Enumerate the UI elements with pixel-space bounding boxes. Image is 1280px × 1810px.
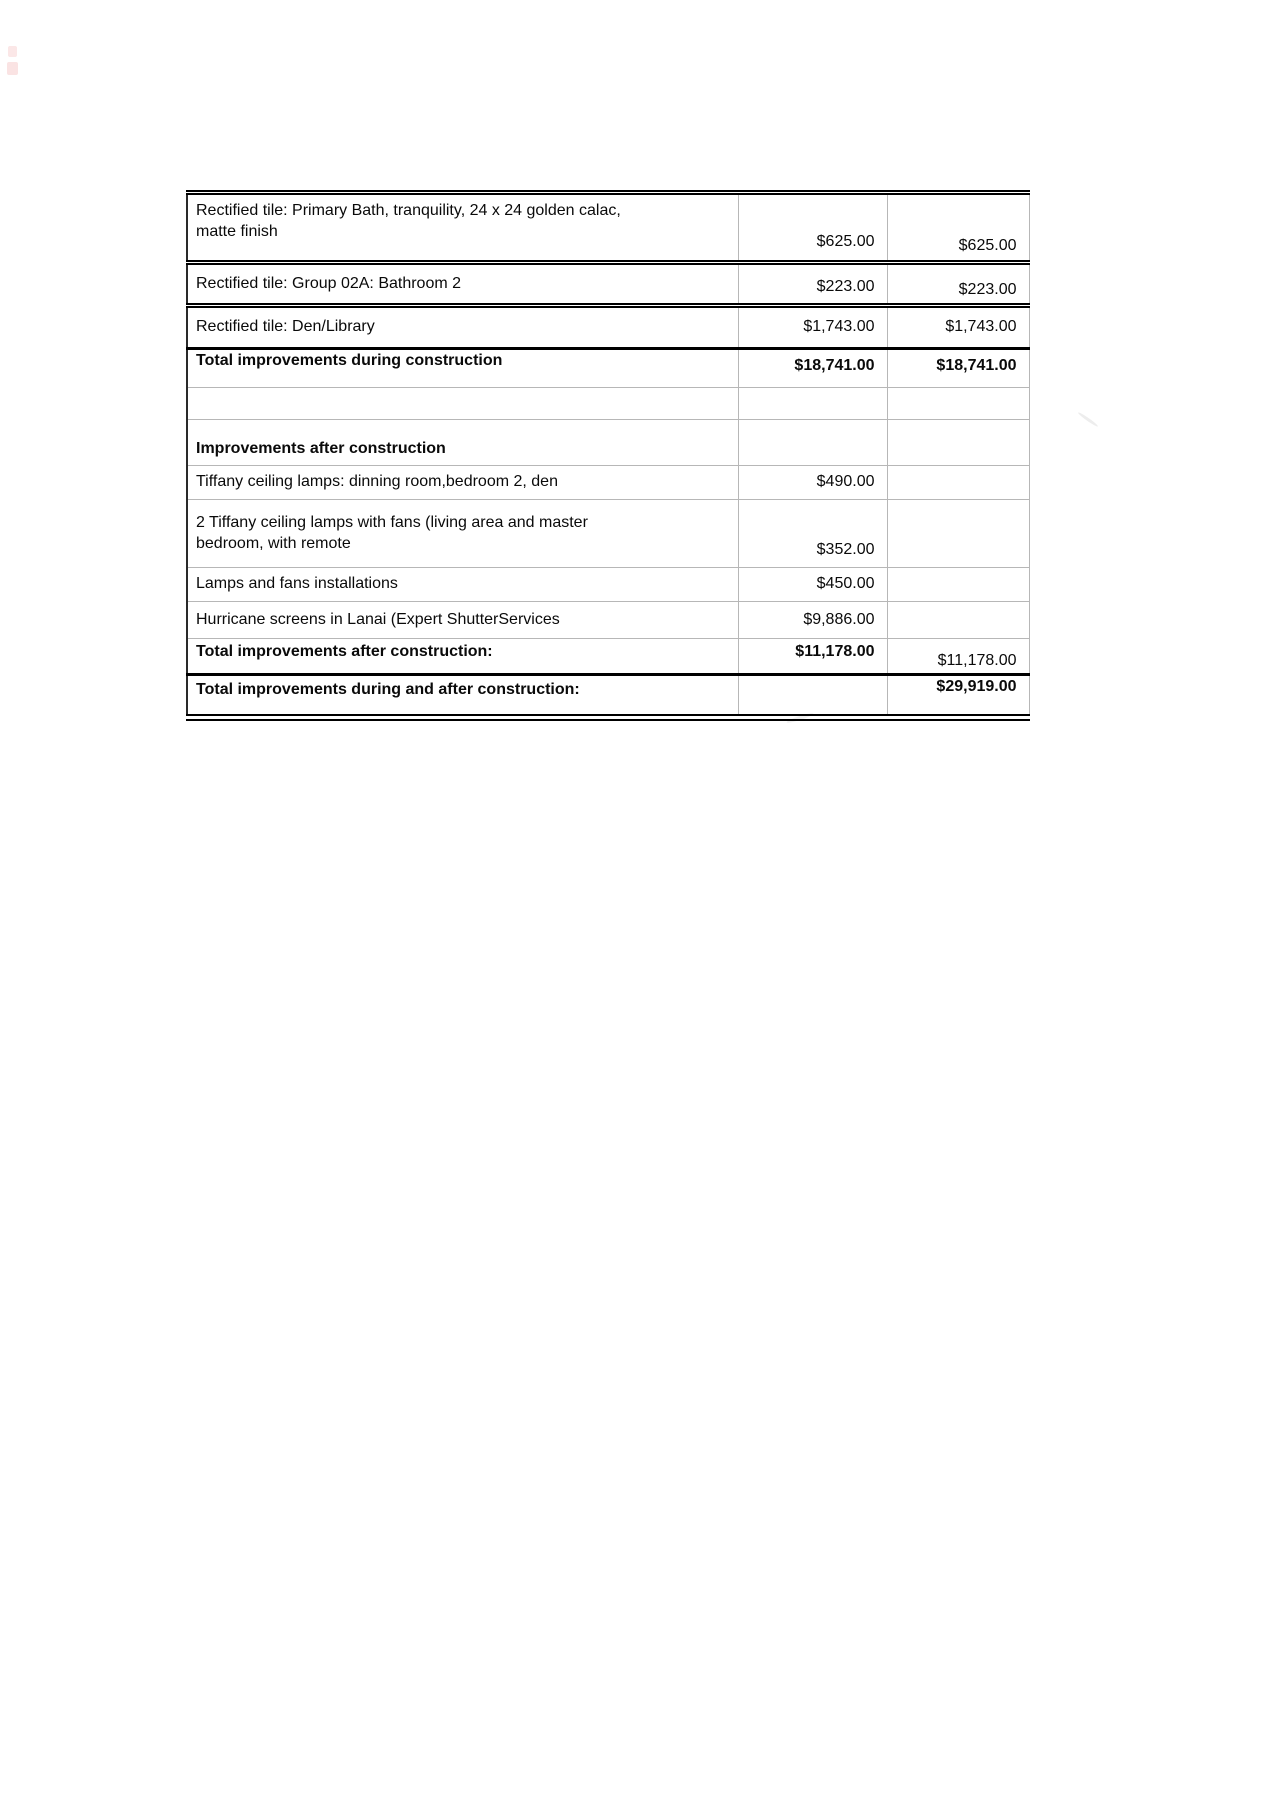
row-description-cell [187,420,738,466]
description-line: bedroom, with remote [196,534,351,552]
row-description-cell [187,466,738,500]
row-description-cell [187,602,738,639]
description-line: Hurricane screens in Lanai (Expert ShutterServices [196,610,560,628]
description-line: 2 Tiffany ceiling lamps with fans (living area and master [196,513,588,531]
row-description-cell [187,568,738,602]
table-row-r7 [187,466,1029,500]
amount-cell-1: $18,741.00 [738,349,887,388]
improvements-cost-table [186,190,1030,721]
scan-artifact-smudge [1077,411,1098,427]
amount-cell-2 [887,388,1029,420]
amount-cell-1 [738,675,887,718]
amount-cell-1: $1,743.00 [738,306,887,349]
amount-cell-2: $11,178.00 [937,652,1017,670]
amount-cell-2 [887,420,1029,466]
row-description-cell [187,263,738,306]
table-row-r10 [187,602,1029,639]
amount-cell-2 [887,466,1029,500]
amount-cell-1: $625.00 [738,193,887,263]
scan-artifact-red [8,46,17,57]
table-row-r4 [187,349,1029,388]
description-line: Tiffany ceiling lamps: dinning room,bedroom 2, den [196,473,558,491]
row-description-cell [187,388,738,420]
description-line: Total improvements after construction: [196,643,493,660]
amount-cell-1 [738,388,887,420]
amount-cell-2: $223.00 [958,281,1017,299]
table-row-r6 [187,420,1029,466]
amount-cell-1 [738,420,887,466]
scan-artifact-red [7,62,18,75]
row-description-cell [187,193,738,263]
amount-cell-2: $1,743.00 [945,318,1017,336]
description-line: Lamps and fans installations [196,575,398,593]
amount-cell-1: $490.00 [738,466,887,500]
amount-cell-1: $223.00 [738,263,887,306]
amount-cell-1: $11,178.00 [738,639,887,675]
improvements-table-body [187,193,1029,718]
amount-cell-1: $9,886.00 [738,602,887,639]
table-row-r12 [187,675,1029,718]
row-description-cell [187,639,738,675]
description-line: Rectified tile: Primary Bath, tranquility, 24 x 24 golden calac, [196,202,621,219]
table-row-r5 [187,388,1029,420]
amount-cell-2 [887,568,1029,602]
table-row-r9 [187,568,1029,602]
description-line: Rectified tile: Den/Library [196,318,375,336]
description-line: Improvements after construction [196,440,446,458]
table-row-r3 [187,306,1029,349]
description-line: Total improvements during construction [196,352,503,369]
description-line: Total improvements during and after construction: [196,681,580,698]
table-row-r8 [187,500,1029,568]
amount-cell-2 [887,602,1029,639]
amount-cell-2: $29,919.00 [936,678,1017,695]
amount-cell-2: $18,741.00 [936,357,1017,374]
table-row-r2 [187,263,1029,306]
amount-cell-2: $625.00 [958,237,1017,255]
amount-cell-1: $450.00 [738,568,887,602]
amount-cell-2 [887,500,1029,568]
description-line: matte finish [196,222,278,240]
table-row-r11 [187,639,1029,675]
description-line: Rectified tile: Group 02A: Bathroom 2 [196,274,462,292]
row-description-cell [187,500,738,568]
table-row-r1 [187,193,1029,263]
amount-cell-1: $352.00 [738,500,887,568]
row-description-cell [187,349,738,388]
row-description-cell [187,306,738,349]
row-description-cell [187,675,738,718]
